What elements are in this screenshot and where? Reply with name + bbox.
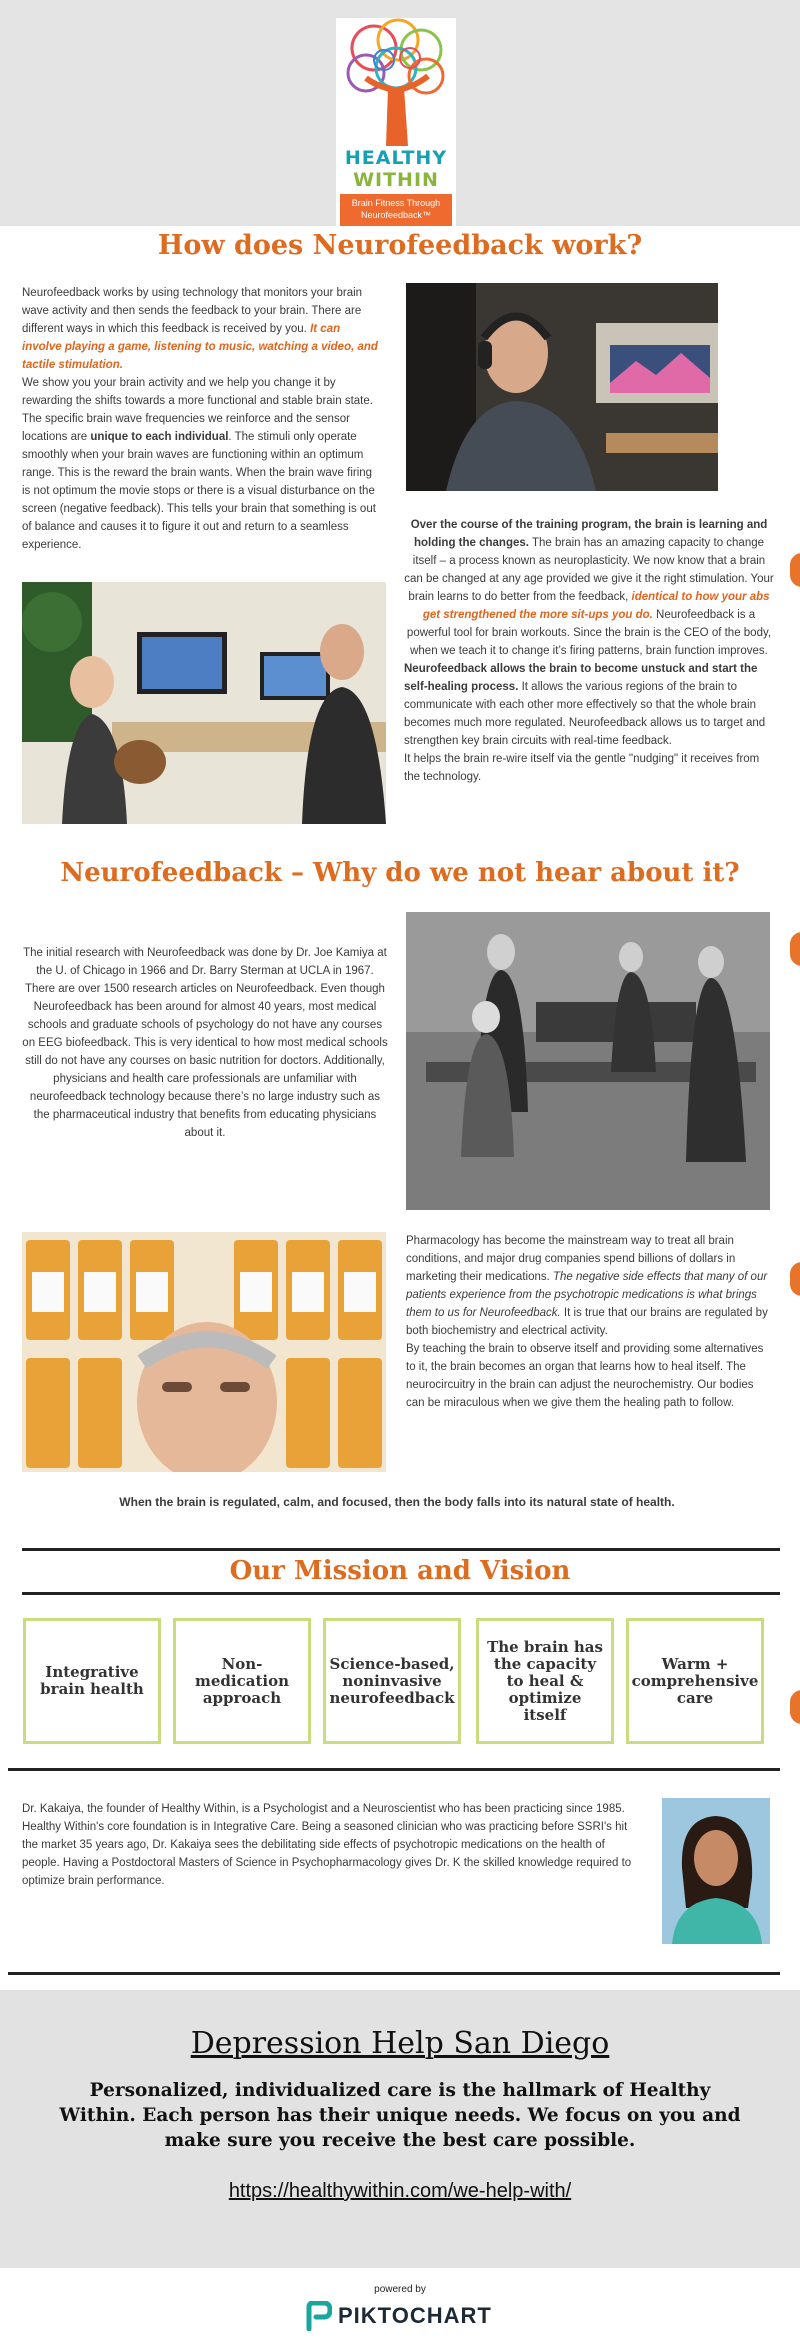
p3-text: The brain has an amazing capacity to change itself – a process known as neuroplasticity. We now know that a brain can be changed at any age provided we give it the right stimulation. Your brain learns to do better from the feedback,: [404, 537, 774, 603]
side-marker: [790, 1262, 800, 1296]
mission-box: Science-based, noninvasive neurofeedback: [323, 1618, 461, 1744]
p4-bold: Neurofeedback allows the brain to become unstuck and start the self-healing process.: [404, 663, 758, 693]
logo-name-line1: HEALTHY: [344, 147, 448, 169]
p2-end: . The stimuli only operate smoothly when your brain waves are functioning within an optimum range. This is the reward the brain wants. When the brain wave firing is not optimum the movie stops or there is a visual disturbance on the screen (negative feedback). This tells your brain that something is out of balance and causes it to figure it out and return to a seamless experience.: [22, 431, 376, 551]
brain-tree-icon: [336, 18, 456, 148]
pharma-end: It is true that our brains are regulated by both biochemistry and electrical activity.: [406, 1307, 768, 1337]
pharmacology-text: [406, 1232, 774, 1412]
vintage-eeg-photo: [406, 912, 770, 1210]
side-marker: [790, 1690, 800, 1724]
logo-name-line2: WITHIN: [353, 169, 439, 191]
p5-text: It helps the brain re-wire itself via the gentle "nudging" it receives from the technology.: [404, 753, 760, 783]
p2-text: We show you your brain activity and we help you change it by rewarding the shifts towards a more functional and stable brain state. The specific brain wave frequencies we reinforce and the sensor locations are: [22, 377, 373, 443]
mission-heading: Our Mission and Vision: [229, 1556, 571, 1586]
cta-body: Personalized, individualized care is the hallmark of Healthy Within. Each person has their unique needs. We focus on you and make sure you receive the best care possible.: [59, 2080, 741, 2151]
healthy-within-logo: [336, 18, 456, 226]
pill-bottles-photo: [22, 1232, 386, 1472]
logo-tagline: Brain Fitness Through Neurofeedback™: [340, 194, 452, 226]
teaching-text: By teaching the brain to observe itself and providing some alternatives to it, the brain becomes an organ that learns how to heal itself. The neurocircuitry in the brain can adjust the neurochemistry. Our bodies can be miraculous when we give them the healing path to follow.: [406, 1343, 764, 1409]
p1-text: Neurofeedback works by using technology that monitors your brain wave activity and then sends the feedback to your brain. There are different ways in which this feedback is received by you.: [22, 287, 363, 335]
founder-bio: Dr. Kakaiya, the founder of Healthy Within, is a Psychologist and a Neuroscientist who has been practicing since 1985. Healthy Within's core foundation is in Integrative Care. Being a seasoned clinician who was practicing before SSRI's hit the market 35 years ago, Dr. Kakaiya sees the debilitating side effects of psychotropic medications on the health of people. Having a Postdoctoral Masters of Science in Psychopharmacology gives Dr. K the skilled knowledge required to optimize brain performance.: [22, 1803, 632, 1887]
founder-portrait: [662, 1798, 770, 1944]
section1-selfhealing: [404, 660, 774, 786]
piktochart-logo[interactable]: [306, 2300, 492, 2332]
side-marker: [790, 553, 800, 587]
mission-box: Warm + comprehensive care: [626, 1618, 764, 1744]
divider: [22, 1592, 780, 1595]
piktochart-wordmark: PIKTOCHART: [338, 2303, 492, 2328]
p2-bold: unique to each individual: [90, 431, 229, 443]
section1-heading: How does Neurofeedback work?: [157, 230, 643, 261]
headphones-man-photo: [406, 283, 718, 491]
divider: [8, 1768, 780, 1771]
p4-text: It allows the various regions of the brain to communicate with each other more effectively so that the whole brain becomes much more regulated. Neurofeedback allows us to target and strengthen key brain circuits with real-time feedback.: [404, 681, 766, 747]
closing-statement: When the brain is regulated, calm, and focused, then the body falls into its natural state of health.: [119, 1495, 675, 1509]
mission-box: Integrative brain health: [23, 1618, 161, 1744]
side-marker: [790, 932, 800, 966]
p3-emphasis: identical to how your abs get strengthened the more sit-ups you do.: [422, 591, 770, 621]
divider: [22, 1548, 780, 1551]
mission-box: The brain has the capacity to heal & optimize itself: [476, 1618, 614, 1744]
mission-box: Non-medication approach: [173, 1618, 311, 1744]
p1-emphasis: It can involve playing a game, listening to music, watching a video, and tactile stimulation.: [22, 323, 378, 371]
section1-training: [404, 516, 774, 660]
powered-by-text: powered by: [374, 2284, 426, 2295]
p3-end: Neurofeedback is a powerful tool for brain workouts. Since the brain is the CEO of the body, when we teach it to change it’s firing patterns, brain function improves.: [406, 609, 772, 657]
section1-intro: [22, 284, 382, 554]
cta-title: Depression Help San Diego: [190, 2026, 610, 2061]
divider: [8, 1972, 780, 1975]
cta-link[interactable]: https://healthywithin.com/we-help-with/: [228, 2180, 572, 2202]
p3-bold: Over the course of the training program, the brain is learning and holding the changes.: [410, 519, 768, 549]
section2-heading: Neurofeedback – Why do we not hear about it?: [60, 858, 740, 888]
pharma-text: Pharmacology has become the mainstream way to treat all brain conditions, and major drug companies spend billions of dollars in marketing their medications.: [406, 1235, 736, 1283]
research-history: The initial research with Neurofeedback was done by Dr. Joe Kamiya at the U. of Chicago in 1966 and Dr. Barry Sterman at UCLA in 1967. There are over 1500 research articles on Neurofeedback. Even though Neurofeedback has been around for almost 40 years, most medical schools and graduate schools of psychology do not have any courses on EEG biofeedback. This is very identical to how most medical schools still do not have any courses on basic nutrition for doctors. Additionally, physicians and health care professionals are unfamiliar with neurofeedback technology because there’s no large industry such as the pharmaceutical industry that benefits from educating physicians about it.: [22, 947, 388, 1139]
piktochart-icon: [306, 2301, 332, 2331]
pharma-italic: The negative side effects that many of our patients experience from the psychotropic medications is what brings them to us for Neurofeedback.: [406, 1271, 768, 1319]
girl-computer-photo: [22, 582, 386, 824]
